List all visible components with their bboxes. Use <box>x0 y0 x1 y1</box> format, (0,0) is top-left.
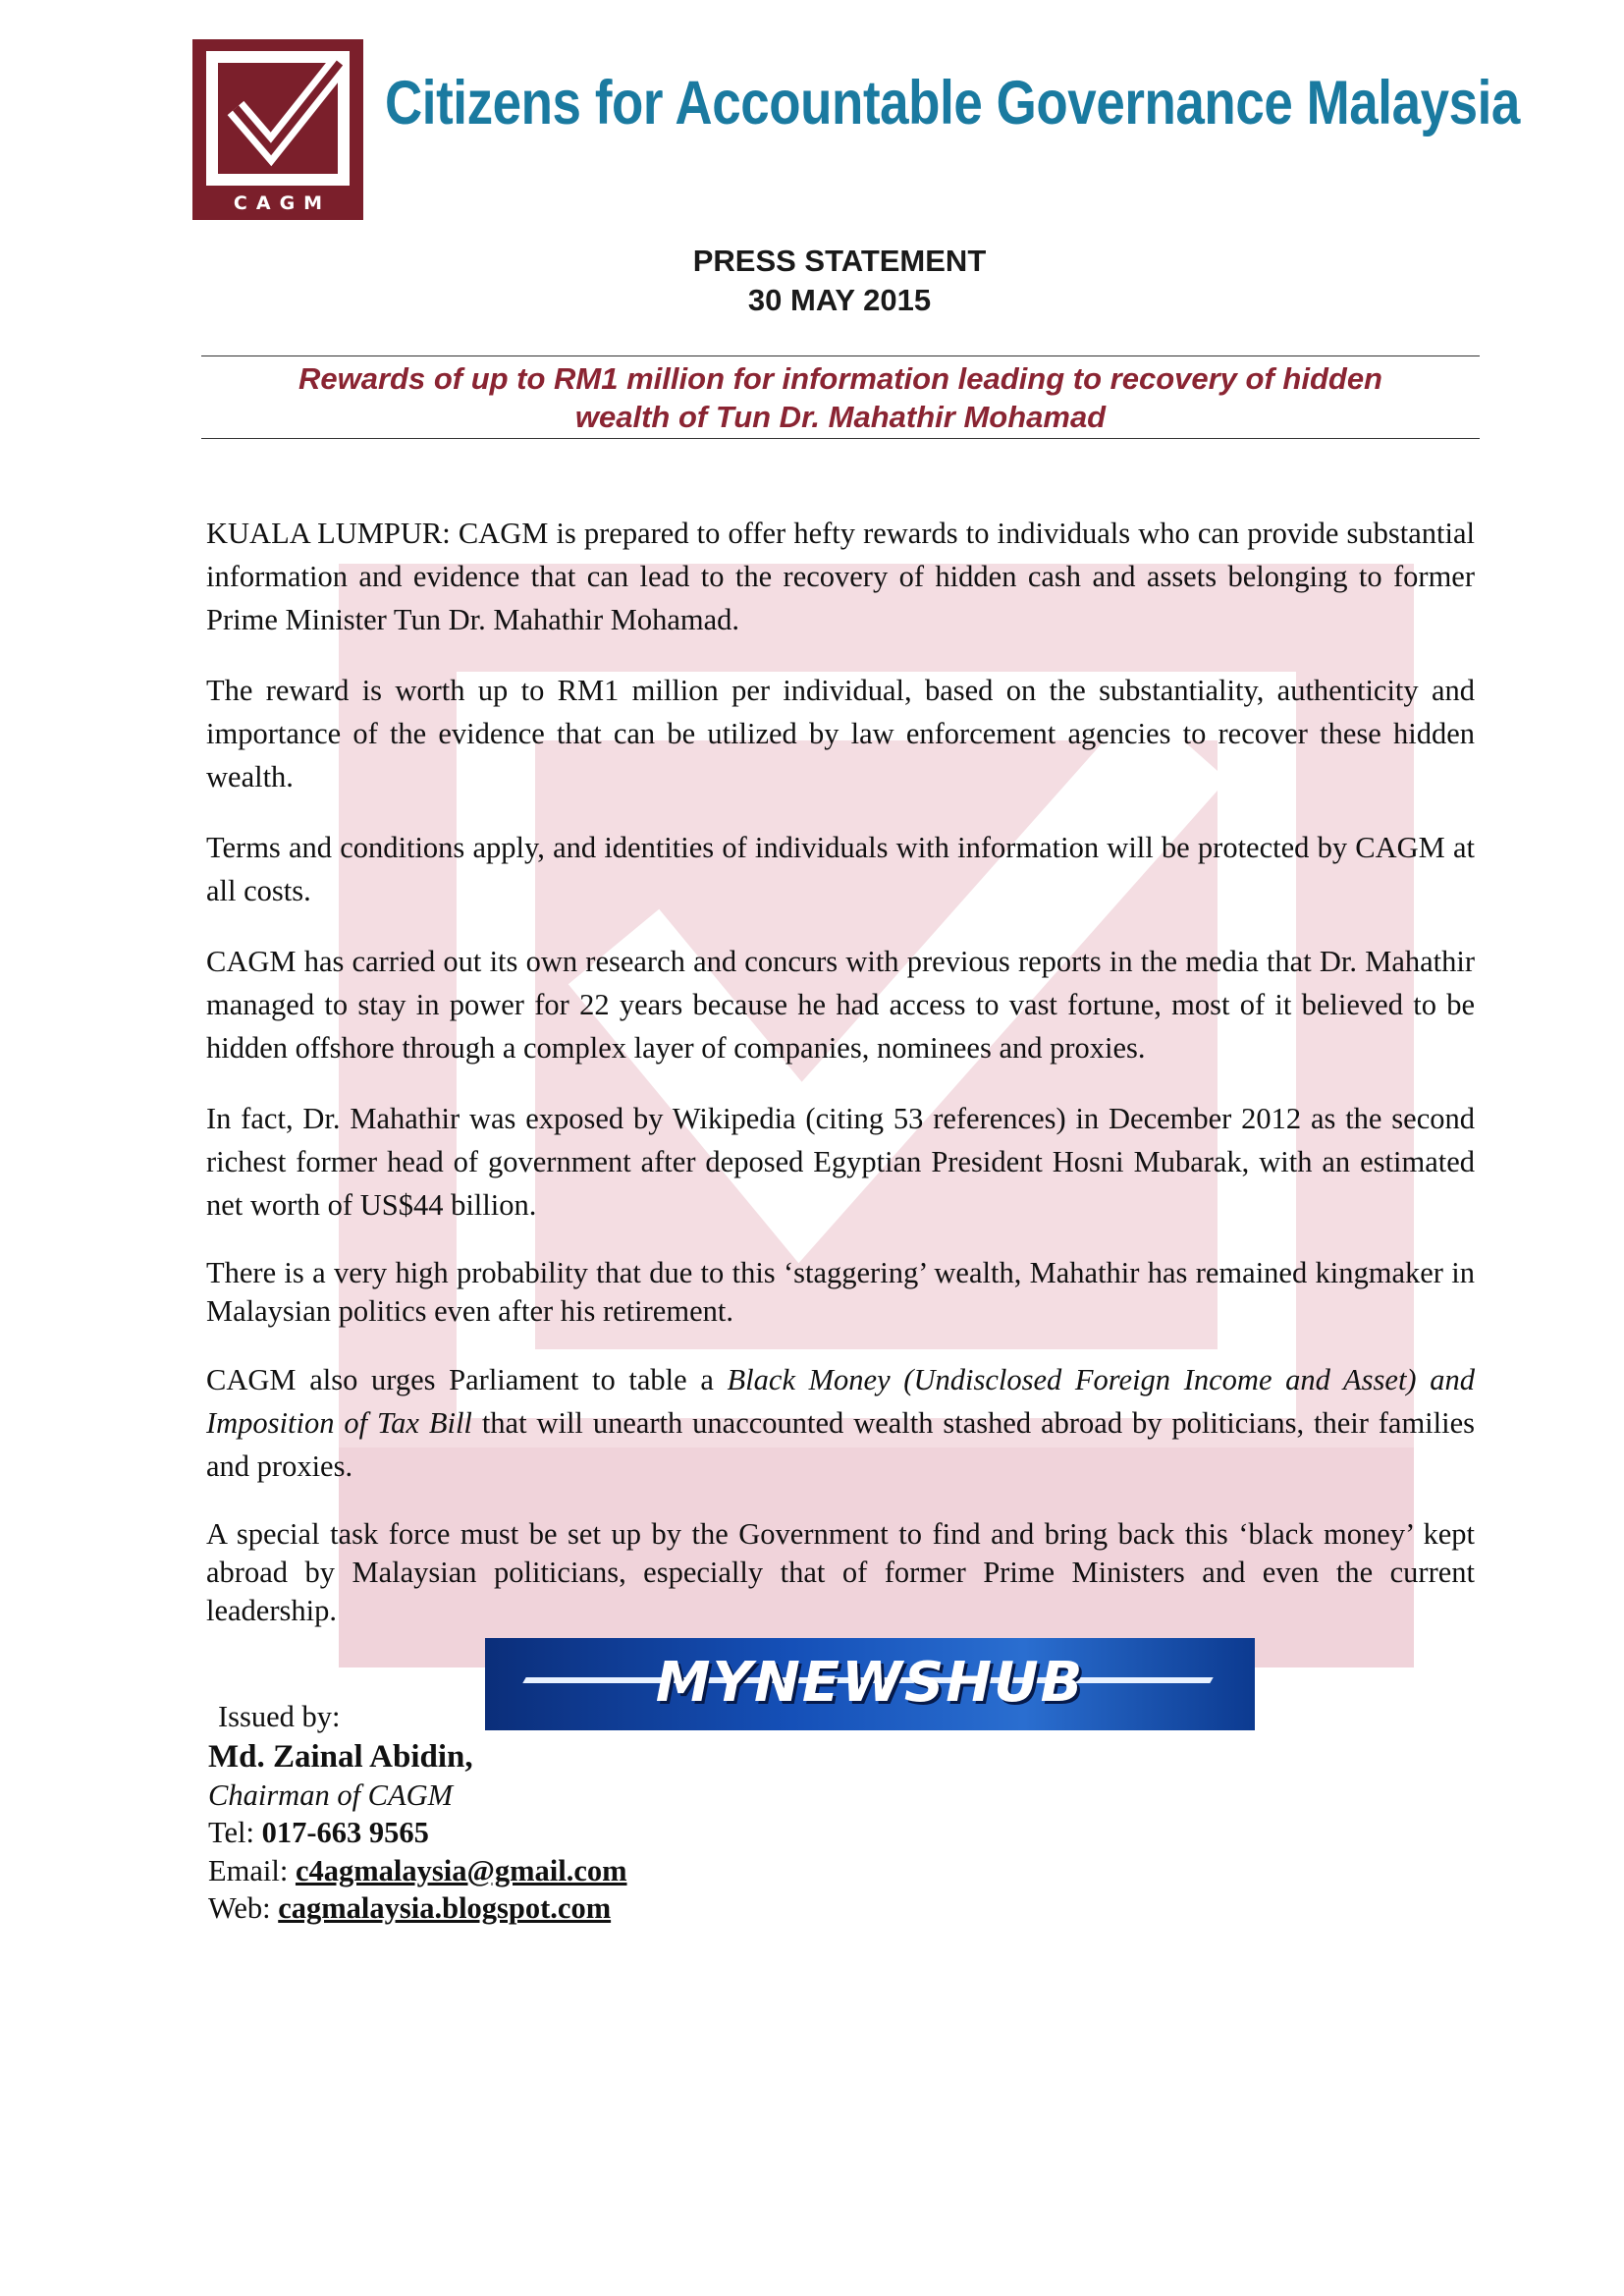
headline <box>201 359 1480 436</box>
headline-bottom-rule <box>201 438 1480 439</box>
email-line <box>208 1852 627 1890</box>
email-label: Email: <box>208 1853 296 1887</box>
web-label: Web: <box>208 1891 279 1925</box>
organization-name: Citizens for Accountable Governance Malaysia <box>385 69 1520 137</box>
signatory-role: Chairman of CAGM <box>208 1777 454 1812</box>
paragraph-7 <box>206 1358 1475 1488</box>
paragraph-4: CAGM has carried out its own research and concurs with previous reports in the media that Dr. Mahathir managed to stay in power for 22 years because he had access to vast fortune, most of it believed to be hidden offshore through a complex layer of companies, nominees and proxies. <box>206 945 1475 1065</box>
paragraph-1: KUALA LUMPUR: CAGM is prepared to offer hefty rewards to individuals who can provide substantial information and evidence that can lead to the recovery of hidden cash and assets belonging to former Prime Minister Tun Dr. Mahathir Mohamad. <box>206 517 1475 636</box>
headline-top-rule <box>201 355 1480 356</box>
banner-logo-text: MYNEWSHUB <box>655 1651 1085 1715</box>
signatory-name: Md. Zainal Abidin, <box>208 1739 473 1775</box>
mynewshub-banner <box>485 1638 1255 1730</box>
statement-type: PRESS STATEMENT <box>692 244 987 278</box>
telephone-line <box>208 1814 627 1852</box>
web-line <box>208 1889 627 1928</box>
signature-block <box>208 1738 627 1928</box>
issued-by-label: Issued by: <box>218 1700 341 1733</box>
statement-date: 30 MAY 2015 <box>747 283 932 317</box>
paragraph-8: A special task force must be set up by the Government to find and bring back this ‘black money’ kept abroad by Malaysian politicians, especially that of former Prime Ministers and even the current leadership. <box>206 1517 1475 1627</box>
paragraph-5: In fact, Dr. Mahathir was exposed by Wikipedia (citing 53 references) in December 2012 as the second richest former head of government after deposed Egyptian President Hosni Mubarak, with an estimated net worth of US$44 billion. <box>206 1102 1475 1222</box>
paragraph-2: The reward is worth up to RM1 million per individual, based on the substantiality, authenticity and importance of the evidence that can be utilized by law enforcement agencies to recover these hidden wealth. <box>206 674 1475 793</box>
tel-number: 017-663 9565 <box>261 1816 429 1849</box>
bill-name: Black Money (Undisclosed Foreign Income and Asset) and Imposition of Tax Bill <box>206 1363 1475 1440</box>
paragraph-6: There is a very high probability that due to this ‘staggering’ wealth, Mahathir has remained kingmaker in Malaysian politics even after his retirement. <box>206 1256 1475 1328</box>
press-statement-title <box>0 242 1624 320</box>
headline-line-1: Rewards of up to RM1 million for information leading to recovery of hidden <box>298 361 1382 396</box>
email-link[interactable]: c4agmalaysia@gmail.com <box>295 1853 627 1887</box>
web-link[interactable]: cagmalaysia.blogspot.com <box>278 1891 612 1925</box>
logo-caption: CAGM <box>233 192 332 214</box>
paragraph-3: Terms and conditions apply, and identities of individuals with information will be protected by CAGM at all costs. <box>206 831 1475 907</box>
statement-body <box>206 512 1475 1658</box>
cagm-logo <box>192 39 363 220</box>
tel-label: Tel: <box>208 1816 262 1849</box>
paragraph-7-lead: CAGM also urges Parliament to table a <box>206 1363 728 1396</box>
headline-line-2: wealth of Tun Dr. Mahathir Mohamad <box>574 400 1107 434</box>
paragraph-7-tail: that will unearth unaccounted wealth stashed abroad by politicians, their families and proxies. <box>206 1406 1476 1483</box>
